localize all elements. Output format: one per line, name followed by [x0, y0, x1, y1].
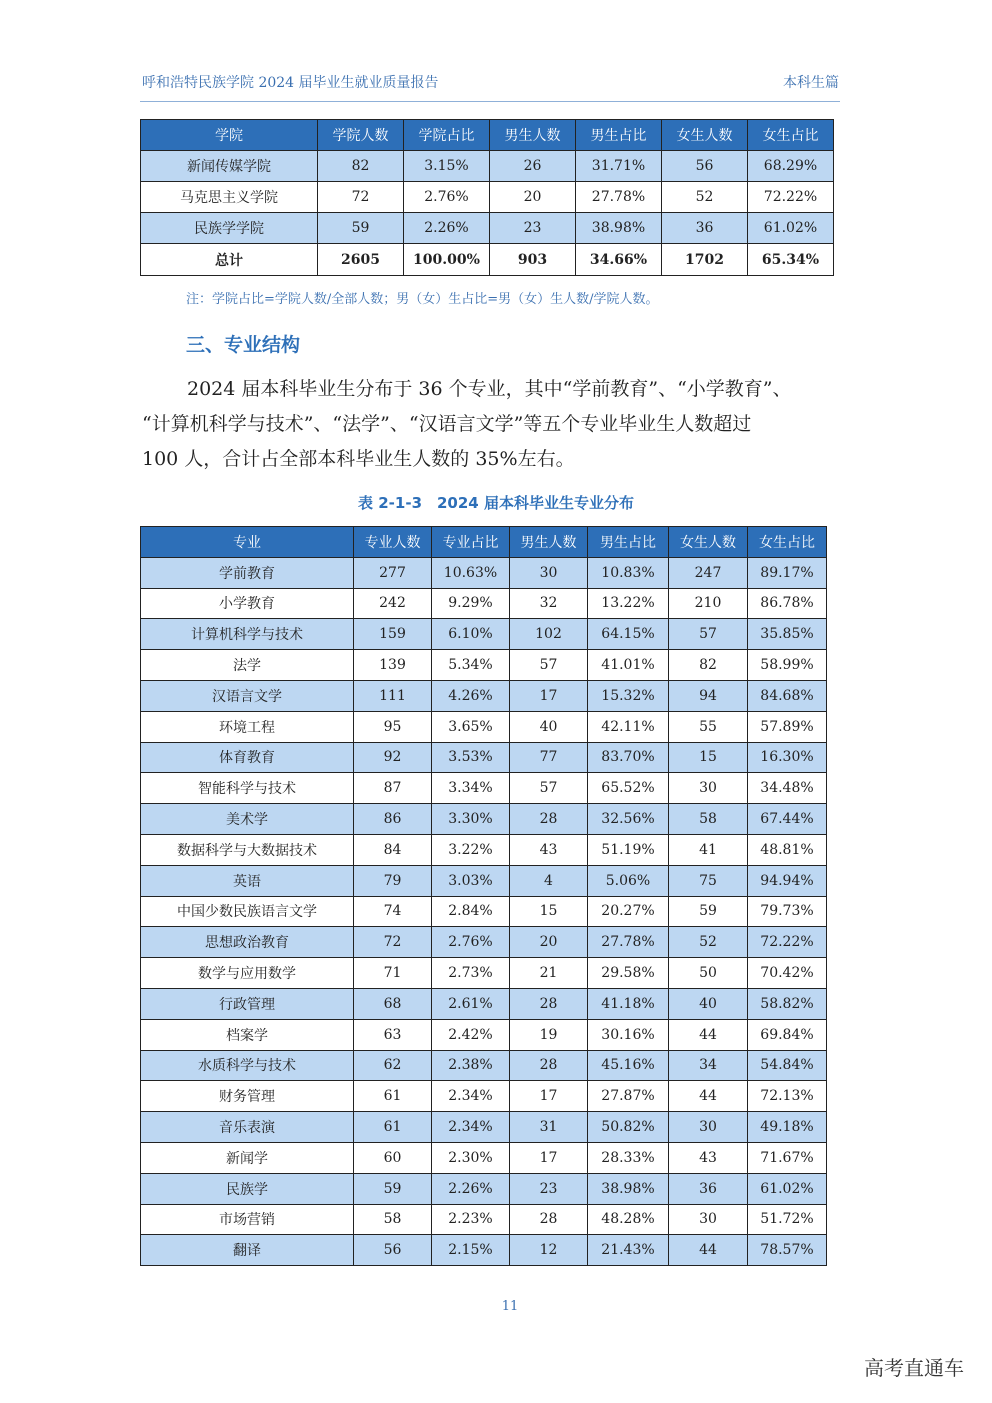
table-cell: 65.34% — [748, 244, 834, 276]
paragraph-line: 100 人，合计占全部本科毕业生人数的 35%左右。 — [142, 448, 575, 470]
table-header-row — [141, 120, 834, 151]
table-cell: 40 — [669, 988, 748, 1019]
table-cell: 92 — [354, 742, 432, 773]
table-cell: 57 — [669, 619, 748, 650]
table-cell: 2.42% — [432, 1019, 510, 1050]
table-cell: 84 — [354, 834, 432, 865]
table-cell: 34.66% — [576, 244, 662, 276]
table-row — [141, 742, 827, 773]
table-cell: 79.73% — [748, 896, 827, 927]
table-cell: 43 — [669, 1142, 748, 1173]
table-cell: 3.22% — [432, 834, 510, 865]
section-heading: 三、专业结构 — [186, 334, 301, 356]
table-cell: 44 — [669, 1235, 748, 1266]
table-row — [141, 834, 827, 865]
table-cell: 277 — [354, 557, 432, 588]
table-cell: 财务管理 — [141, 1081, 354, 1112]
table-cell: 94 — [669, 680, 748, 711]
table-cell: 72.22% — [748, 927, 827, 958]
table-cell: 44 — [669, 1019, 748, 1050]
table-cell: 5.34% — [432, 650, 510, 681]
table-cell: 新闻学 — [141, 1142, 354, 1173]
table-cell: 111 — [354, 680, 432, 711]
table-cell: 28 — [510, 804, 588, 835]
table-cell: 31.71% — [576, 151, 662, 182]
table-cell: 3.30% — [432, 804, 510, 835]
table-cell: 94.94% — [748, 865, 827, 896]
table-cell: 17 — [510, 1142, 588, 1173]
table-cell: 市场营销 — [141, 1204, 354, 1235]
table-cell: 44 — [669, 1081, 748, 1112]
table-cell: 20 — [490, 182, 576, 213]
table-row — [141, 958, 827, 989]
table-cell: 民族学学院 — [141, 213, 318, 244]
table-cell: 74 — [354, 896, 432, 927]
table-cell: 58.82% — [748, 988, 827, 1019]
table-row — [141, 1112, 827, 1143]
table-cell: 15.32% — [588, 680, 669, 711]
table-cell: 1702 — [662, 244, 748, 276]
column-header: 专业人数 — [354, 527, 432, 558]
table-cell: 58 — [354, 1204, 432, 1235]
table-cell: 31 — [510, 1112, 588, 1143]
table-cell: 2.76% — [432, 927, 510, 958]
table-cell: 28 — [510, 1050, 588, 1081]
table-cell: 总计 — [141, 244, 318, 276]
table-row — [141, 680, 827, 711]
table-cell: 10.63% — [432, 557, 510, 588]
table-cell: 71.67% — [748, 1142, 827, 1173]
table-cell: 21.43% — [588, 1235, 669, 1266]
table-cell: 247 — [669, 557, 748, 588]
table-cell: 汉语言文学 — [141, 680, 354, 711]
table-cell: 10.83% — [588, 557, 669, 588]
table-cell: 52 — [662, 182, 748, 213]
table-cell: 13.22% — [588, 588, 669, 619]
table-row — [141, 773, 827, 804]
table-cell: 3.34% — [432, 773, 510, 804]
table-cell: 79 — [354, 865, 432, 896]
table-cell: 3.53% — [432, 742, 510, 773]
table-cell: 30 — [510, 557, 588, 588]
table-cell: 法学 — [141, 650, 354, 681]
table-cell: 34 — [669, 1050, 748, 1081]
report-title: 呼和浩特民族学院 2024 届毕业生就业质量报告 — [142, 75, 439, 91]
column-header: 男生人数 — [510, 527, 588, 558]
column-header: 女生占比 — [748, 120, 834, 151]
paragraph-line: 2024 届本科毕业生分布于 36 个专业，其中“学前教育”、“小学教育”、 — [187, 378, 792, 400]
table-cell: 26 — [490, 151, 576, 182]
page-number: 11 — [501, 1299, 519, 1314]
table-cell: 68 — [354, 988, 432, 1019]
table-cell: 马克思主义学院 — [141, 182, 318, 213]
column-header: 女生占比 — [748, 527, 827, 558]
table-cell: 3.15% — [404, 151, 490, 182]
table-cell: 19 — [510, 1019, 588, 1050]
table-cell: 新闻传媒学院 — [141, 151, 318, 182]
column-header: 学院人数 — [318, 120, 404, 151]
table-caption: 表 2-1-3 2024 届本科毕业生专业分布 — [358, 494, 634, 512]
table-row — [141, 182, 834, 213]
table-cell: 32.56% — [588, 804, 669, 835]
table-cell: 82 — [318, 151, 404, 182]
table-cell: 86.78% — [748, 588, 827, 619]
table-cell: 环境工程 — [141, 711, 354, 742]
table-row — [141, 1050, 827, 1081]
column-header: 女生人数 — [669, 527, 748, 558]
table-cell: 159 — [354, 619, 432, 650]
table-cell: 30 — [669, 773, 748, 804]
table-row — [141, 896, 827, 927]
table-cell: 28.33% — [588, 1142, 669, 1173]
table-row — [141, 557, 827, 588]
table-cell: 71 — [354, 958, 432, 989]
paragraph-line: “计算机科学与技术”、“法学”、“汉语言文学”等五个专业毕业生人数超过 — [142, 413, 752, 435]
body-paragraph — [142, 372, 842, 477]
table-cell: 72.22% — [748, 182, 834, 213]
table-cell: 20 — [510, 927, 588, 958]
table-cell: 69.84% — [748, 1019, 827, 1050]
table-row — [141, 1173, 827, 1204]
table-cell: 体育教育 — [141, 742, 354, 773]
table-cell: 59 — [669, 896, 748, 927]
table-cell: 40 — [510, 711, 588, 742]
table-cell: 51.72% — [748, 1204, 827, 1235]
table-row — [141, 927, 827, 958]
table-cell: 59 — [318, 213, 404, 244]
table-cell: 61 — [354, 1081, 432, 1112]
table-cell: 30.16% — [588, 1019, 669, 1050]
table-cell: 2.26% — [432, 1173, 510, 1204]
table-cell: 51.19% — [588, 834, 669, 865]
table-cell: 行政管理 — [141, 988, 354, 1019]
table-cell: 9.29% — [432, 588, 510, 619]
table-cell: 2.84% — [432, 896, 510, 927]
table-cell: 2.23% — [432, 1204, 510, 1235]
table-cell: 139 — [354, 650, 432, 681]
table-row — [141, 865, 827, 896]
table-cell: 100.00% — [404, 244, 490, 276]
table-cell: 45.16% — [588, 1050, 669, 1081]
college-table — [140, 119, 834, 276]
table-cell: 21 — [510, 958, 588, 989]
table-cell: 62 — [354, 1050, 432, 1081]
table-row — [141, 711, 827, 742]
table-cell: 翻译 — [141, 1235, 354, 1266]
table-row — [141, 1019, 827, 1050]
table-cell: 3.03% — [432, 865, 510, 896]
table-cell: 42.11% — [588, 711, 669, 742]
table-cell: 计算机科学与技术 — [141, 619, 354, 650]
table-cell: 小学教育 — [141, 588, 354, 619]
column-header: 学院占比 — [404, 120, 490, 151]
table-cell: 36 — [662, 213, 748, 244]
table-cell: 52 — [669, 927, 748, 958]
table-cell: 水质科学与技术 — [141, 1050, 354, 1081]
table-cell: 6.10% — [432, 619, 510, 650]
table-cell: 美术学 — [141, 804, 354, 835]
table-row — [141, 619, 827, 650]
table-cell: 数据科学与大数据技术 — [141, 834, 354, 865]
column-header: 男生人数 — [490, 120, 576, 151]
table-cell: 242 — [354, 588, 432, 619]
table-cell: 64.15% — [588, 619, 669, 650]
table-cell: 63 — [354, 1019, 432, 1050]
column-header: 男生占比 — [588, 527, 669, 558]
table-cell: 35.85% — [748, 619, 827, 650]
column-header: 女生人数 — [662, 120, 748, 151]
table-cell: 102 — [510, 619, 588, 650]
table-cell: 57 — [510, 650, 588, 681]
table-cell: 83.70% — [588, 742, 669, 773]
table-cell: 72 — [318, 182, 404, 213]
table-note: 注：学院占比=学院人数/全部人数；男（女）生占比=男（女）生人数/学院人数。 — [186, 292, 659, 307]
major-table — [140, 526, 827, 1266]
table-cell: 2.61% — [432, 988, 510, 1019]
table-row — [141, 588, 827, 619]
table-cell: 57 — [510, 773, 588, 804]
table-row — [141, 151, 834, 182]
table-cell: 57.89% — [748, 711, 827, 742]
table-cell: 903 — [490, 244, 576, 276]
table-cell: 音乐表演 — [141, 1112, 354, 1143]
table-cell: 中国少数民族语言文学 — [141, 896, 354, 927]
table-cell: 60 — [354, 1142, 432, 1173]
table-cell: 49.18% — [748, 1112, 827, 1143]
table-cell: 2.38% — [432, 1050, 510, 1081]
table-cell: 78.57% — [748, 1235, 827, 1266]
table-cell: 2.34% — [432, 1081, 510, 1112]
table-row — [141, 213, 834, 244]
table-cell: 15 — [510, 896, 588, 927]
table-cell: 55 — [669, 711, 748, 742]
table-cell: 65.52% — [588, 773, 669, 804]
table-cell: 数学与应用数学 — [141, 958, 354, 989]
table-cell: 27.87% — [588, 1081, 669, 1112]
table-cell: 48.81% — [748, 834, 827, 865]
column-header: 专业 — [141, 527, 354, 558]
watermark-text: 高考直通车 — [864, 1356, 964, 1380]
table-cell: 68.29% — [748, 151, 834, 182]
table-cell: 67.44% — [748, 804, 827, 835]
table-row — [141, 1142, 827, 1173]
table-cell: 23 — [490, 213, 576, 244]
table-cell: 12 — [510, 1235, 588, 1266]
table-cell: 41.18% — [588, 988, 669, 1019]
table-row — [141, 1081, 827, 1112]
table-cell: 84.68% — [748, 680, 827, 711]
table-cell: 27.78% — [588, 927, 669, 958]
table-cell: 59 — [354, 1173, 432, 1204]
table-cell: 思想政治教育 — [141, 927, 354, 958]
table-cell: 61.02% — [748, 213, 834, 244]
table-cell: 41 — [669, 834, 748, 865]
table-cell: 2.76% — [404, 182, 490, 213]
column-header: 学院 — [141, 120, 318, 151]
table-cell: 4 — [510, 865, 588, 896]
table-cell: 77 — [510, 742, 588, 773]
table-cell: 56 — [354, 1235, 432, 1266]
table-cell: 学前教育 — [141, 557, 354, 588]
table-cell: 58.99% — [748, 650, 827, 681]
table-cell: 民族学 — [141, 1173, 354, 1204]
table-cell: 15 — [669, 742, 748, 773]
table-cell: 89.17% — [748, 557, 827, 588]
table-cell: 36 — [669, 1173, 748, 1204]
table-row — [141, 988, 827, 1019]
table-cell: 2.34% — [432, 1112, 510, 1143]
table-cell: 95 — [354, 711, 432, 742]
table-cell: 32 — [510, 588, 588, 619]
table-cell: 28 — [510, 988, 588, 1019]
table-cell: 4.26% — [432, 680, 510, 711]
table-cell: 34.48% — [748, 773, 827, 804]
table-cell: 82 — [669, 650, 748, 681]
table-cell: 72 — [354, 927, 432, 958]
table-cell: 75 — [669, 865, 748, 896]
table-cell: 50.82% — [588, 1112, 669, 1143]
table-cell: 17 — [510, 680, 588, 711]
table-cell: 英语 — [141, 865, 354, 896]
table-row — [141, 1204, 827, 1235]
table-cell: 38.98% — [576, 213, 662, 244]
table-cell: 2605 — [318, 244, 404, 276]
header-divider — [140, 101, 840, 102]
table-cell: 23 — [510, 1173, 588, 1204]
table-cell: 61 — [354, 1112, 432, 1143]
table-cell: 29.58% — [588, 958, 669, 989]
table-row — [141, 804, 827, 835]
report-section: 本科生篇 — [783, 75, 839, 91]
table-header-row — [141, 527, 827, 558]
table-cell: 30 — [669, 1112, 748, 1143]
table-cell: 20.27% — [588, 896, 669, 927]
table-row — [141, 1235, 827, 1266]
table-cell: 58 — [669, 804, 748, 835]
table-cell: 3.65% — [432, 711, 510, 742]
table-cell: 5.06% — [588, 865, 669, 896]
table-cell: 41.01% — [588, 650, 669, 681]
table-cell: 2.73% — [432, 958, 510, 989]
table-cell: 30 — [669, 1204, 748, 1235]
table-cell: 86 — [354, 804, 432, 835]
table-cell: 17 — [510, 1081, 588, 1112]
table-cell: 智能科学与技术 — [141, 773, 354, 804]
column-header: 男生占比 — [576, 120, 662, 151]
table-cell: 38.98% — [588, 1173, 669, 1204]
table-cell: 2.15% — [432, 1235, 510, 1266]
table-cell: 56 — [662, 151, 748, 182]
table-cell: 2.30% — [432, 1142, 510, 1173]
table-cell: 27.78% — [576, 182, 662, 213]
table-cell: 43 — [510, 834, 588, 865]
table-cell: 2.26% — [404, 213, 490, 244]
table-cell: 48.28% — [588, 1204, 669, 1235]
table-cell: 70.42% — [748, 958, 827, 989]
table-cell: 16.30% — [748, 742, 827, 773]
total-row — [141, 244, 834, 276]
table-cell: 54.84% — [748, 1050, 827, 1081]
table-cell: 28 — [510, 1204, 588, 1235]
table-cell: 210 — [669, 588, 748, 619]
table-cell: 61.02% — [748, 1173, 827, 1204]
table-row — [141, 650, 827, 681]
table-cell: 档案学 — [141, 1019, 354, 1050]
column-header: 专业占比 — [432, 527, 510, 558]
table-cell: 72.13% — [748, 1081, 827, 1112]
table-cell: 50 — [669, 958, 748, 989]
table-cell: 87 — [354, 773, 432, 804]
